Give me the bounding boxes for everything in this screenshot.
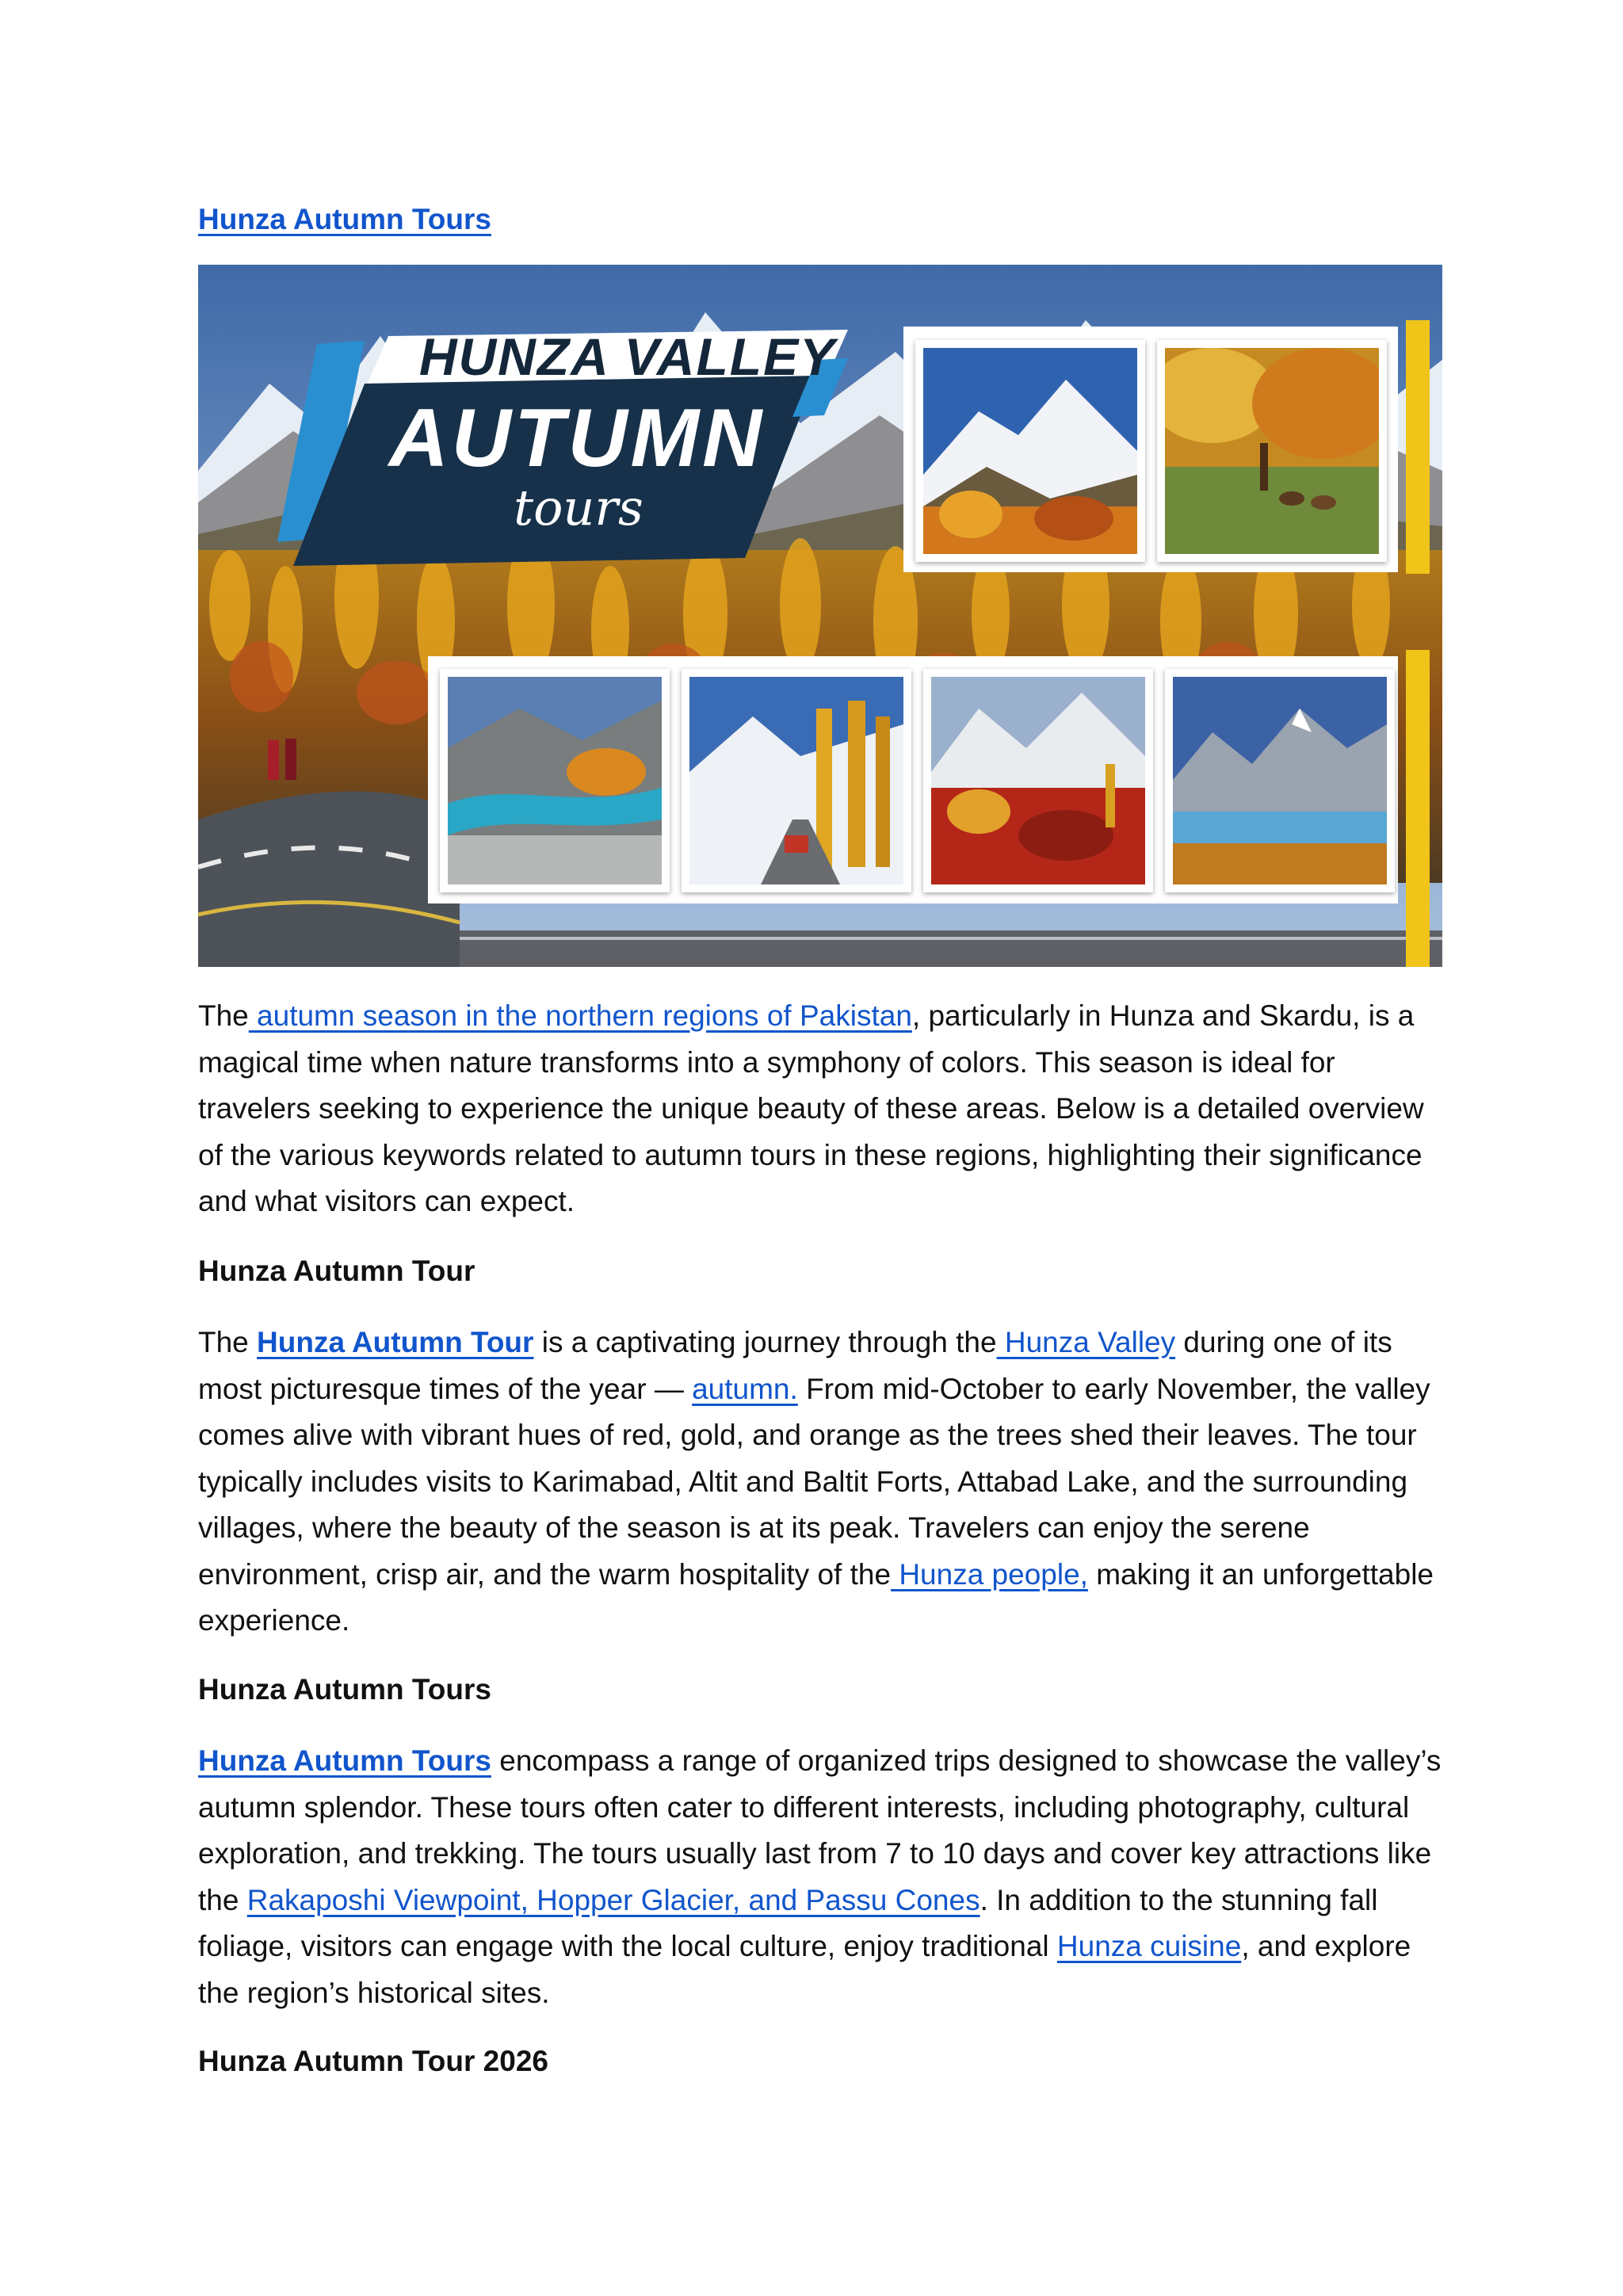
banner-title-autumn: AUTUMN: [388, 392, 766, 484]
autumn-link[interactable]: autumn.: [692, 1372, 798, 1405]
hunza-autumn-tours-top-link[interactable]: Hunza Autumn Tours: [198, 203, 491, 235]
heading-hunza-autumn-tour-2026: Hunza Autumn Tour 2026: [198, 2045, 548, 2077]
hunza-valley-link[interactable]: Hunza Valley: [996, 1326, 1176, 1358]
intro-text-pre: The: [198, 999, 249, 1032]
heading-hunza-autumn-tours: Hunza Autumn Tours: [198, 1673, 491, 1706]
yellow-accent-bar-bottom: [1406, 650, 1430, 967]
hunza-autumn-tour-link[interactable]: Hunza Autumn Tour: [257, 1326, 534, 1358]
hunza-people-link[interactable]: Hunza people,: [891, 1557, 1088, 1591]
photo-mountain-lake: [1165, 669, 1395, 892]
photo-snowy-peak: [915, 340, 1145, 562]
yellow-accent-bar-top: [1406, 320, 1430, 574]
p2-text-mid2: during one of its most picturesque times of the year —: [198, 1326, 1392, 1405]
p2-text-pre: The: [198, 1326, 258, 1358]
intro-text-post: , particularly in Hunza and Skardu, is a magical time when nature transforms into a symphony of colors. This season is ideal for travelers seeking to experience the unique beauty of these areas. Below is a detailed overview of the various keywords related to autumn tours in these regions, highlighting their significance and what visitors can expect.: [198, 999, 1424, 1217]
hunza-autumn-tours-paragraph: [198, 1738, 1442, 2016]
hunza-cuisine-link[interactable]: Hunza cuisine: [1056, 1930, 1242, 1962]
photo-valley-village: [440, 669, 670, 892]
banner-title-tours: tours: [514, 479, 643, 537]
autumn-season-northern-pakistan-link[interactable]: autumn season in the northern regions of Pakistan: [248, 999, 912, 1032]
rakaposhi-hopper-passu-link[interactable]: Rakaposhi Viewpoint, Hopper Glacier, and Passu Cones: [246, 1883, 980, 1916]
heading-hunza-autumn-tour: Hunza Autumn Tour: [198, 1255, 475, 1287]
photo-poplar-road: [682, 669, 911, 892]
p3-text-mid2: . In addition to the stunning fall foliage, visitors can engage with the local culture, enjoy traditional: [198, 1883, 1378, 1962]
p2-text-post: making it an unforgettable experience.: [198, 1557, 1434, 1637]
intro-paragraph: [198, 993, 1442, 1225]
hunza-autumn-tour-paragraph: [198, 1320, 1442, 1645]
hunza-autumn-tours-link[interactable]: Hunza Autumn Tours: [198, 1744, 491, 1777]
banner-title-hunza-valley: HUNZA VALLEY: [418, 327, 837, 386]
p2-text-mid1: is a captivating journey through the: [533, 1326, 997, 1358]
p3-text-mid1: encompass a range of organized trips designed to showcase the valley’s autumn splendor. These tours often cater to different interests, including photography, cultural exploration, and trekking. The tours usually last from 7 to 10 days and cover key attractions like the: [198, 1744, 1442, 1916]
hunza-valley-autumn-tours-banner: [198, 265, 1442, 967]
p3-text-post: , and explore the region’s historical sites.: [198, 1930, 1411, 2009]
photo-red-foliage: [923, 669, 1153, 892]
photo-orchard-meadow: [1157, 340, 1387, 562]
p2-text-mid3: From mid-October to early November, the valley comes alive with vibrant hues of red, gold, and orange as the trees shed their leaves. The tour typically includes visits to Karimabad, Altit and Baltit Forts, Attabad Lake, and the surrounding villages, where the beauty of the season is at its peak. Travelers can enjoy the serene environment, crisp air, and the warm hospitality of the: [198, 1372, 1430, 1591]
